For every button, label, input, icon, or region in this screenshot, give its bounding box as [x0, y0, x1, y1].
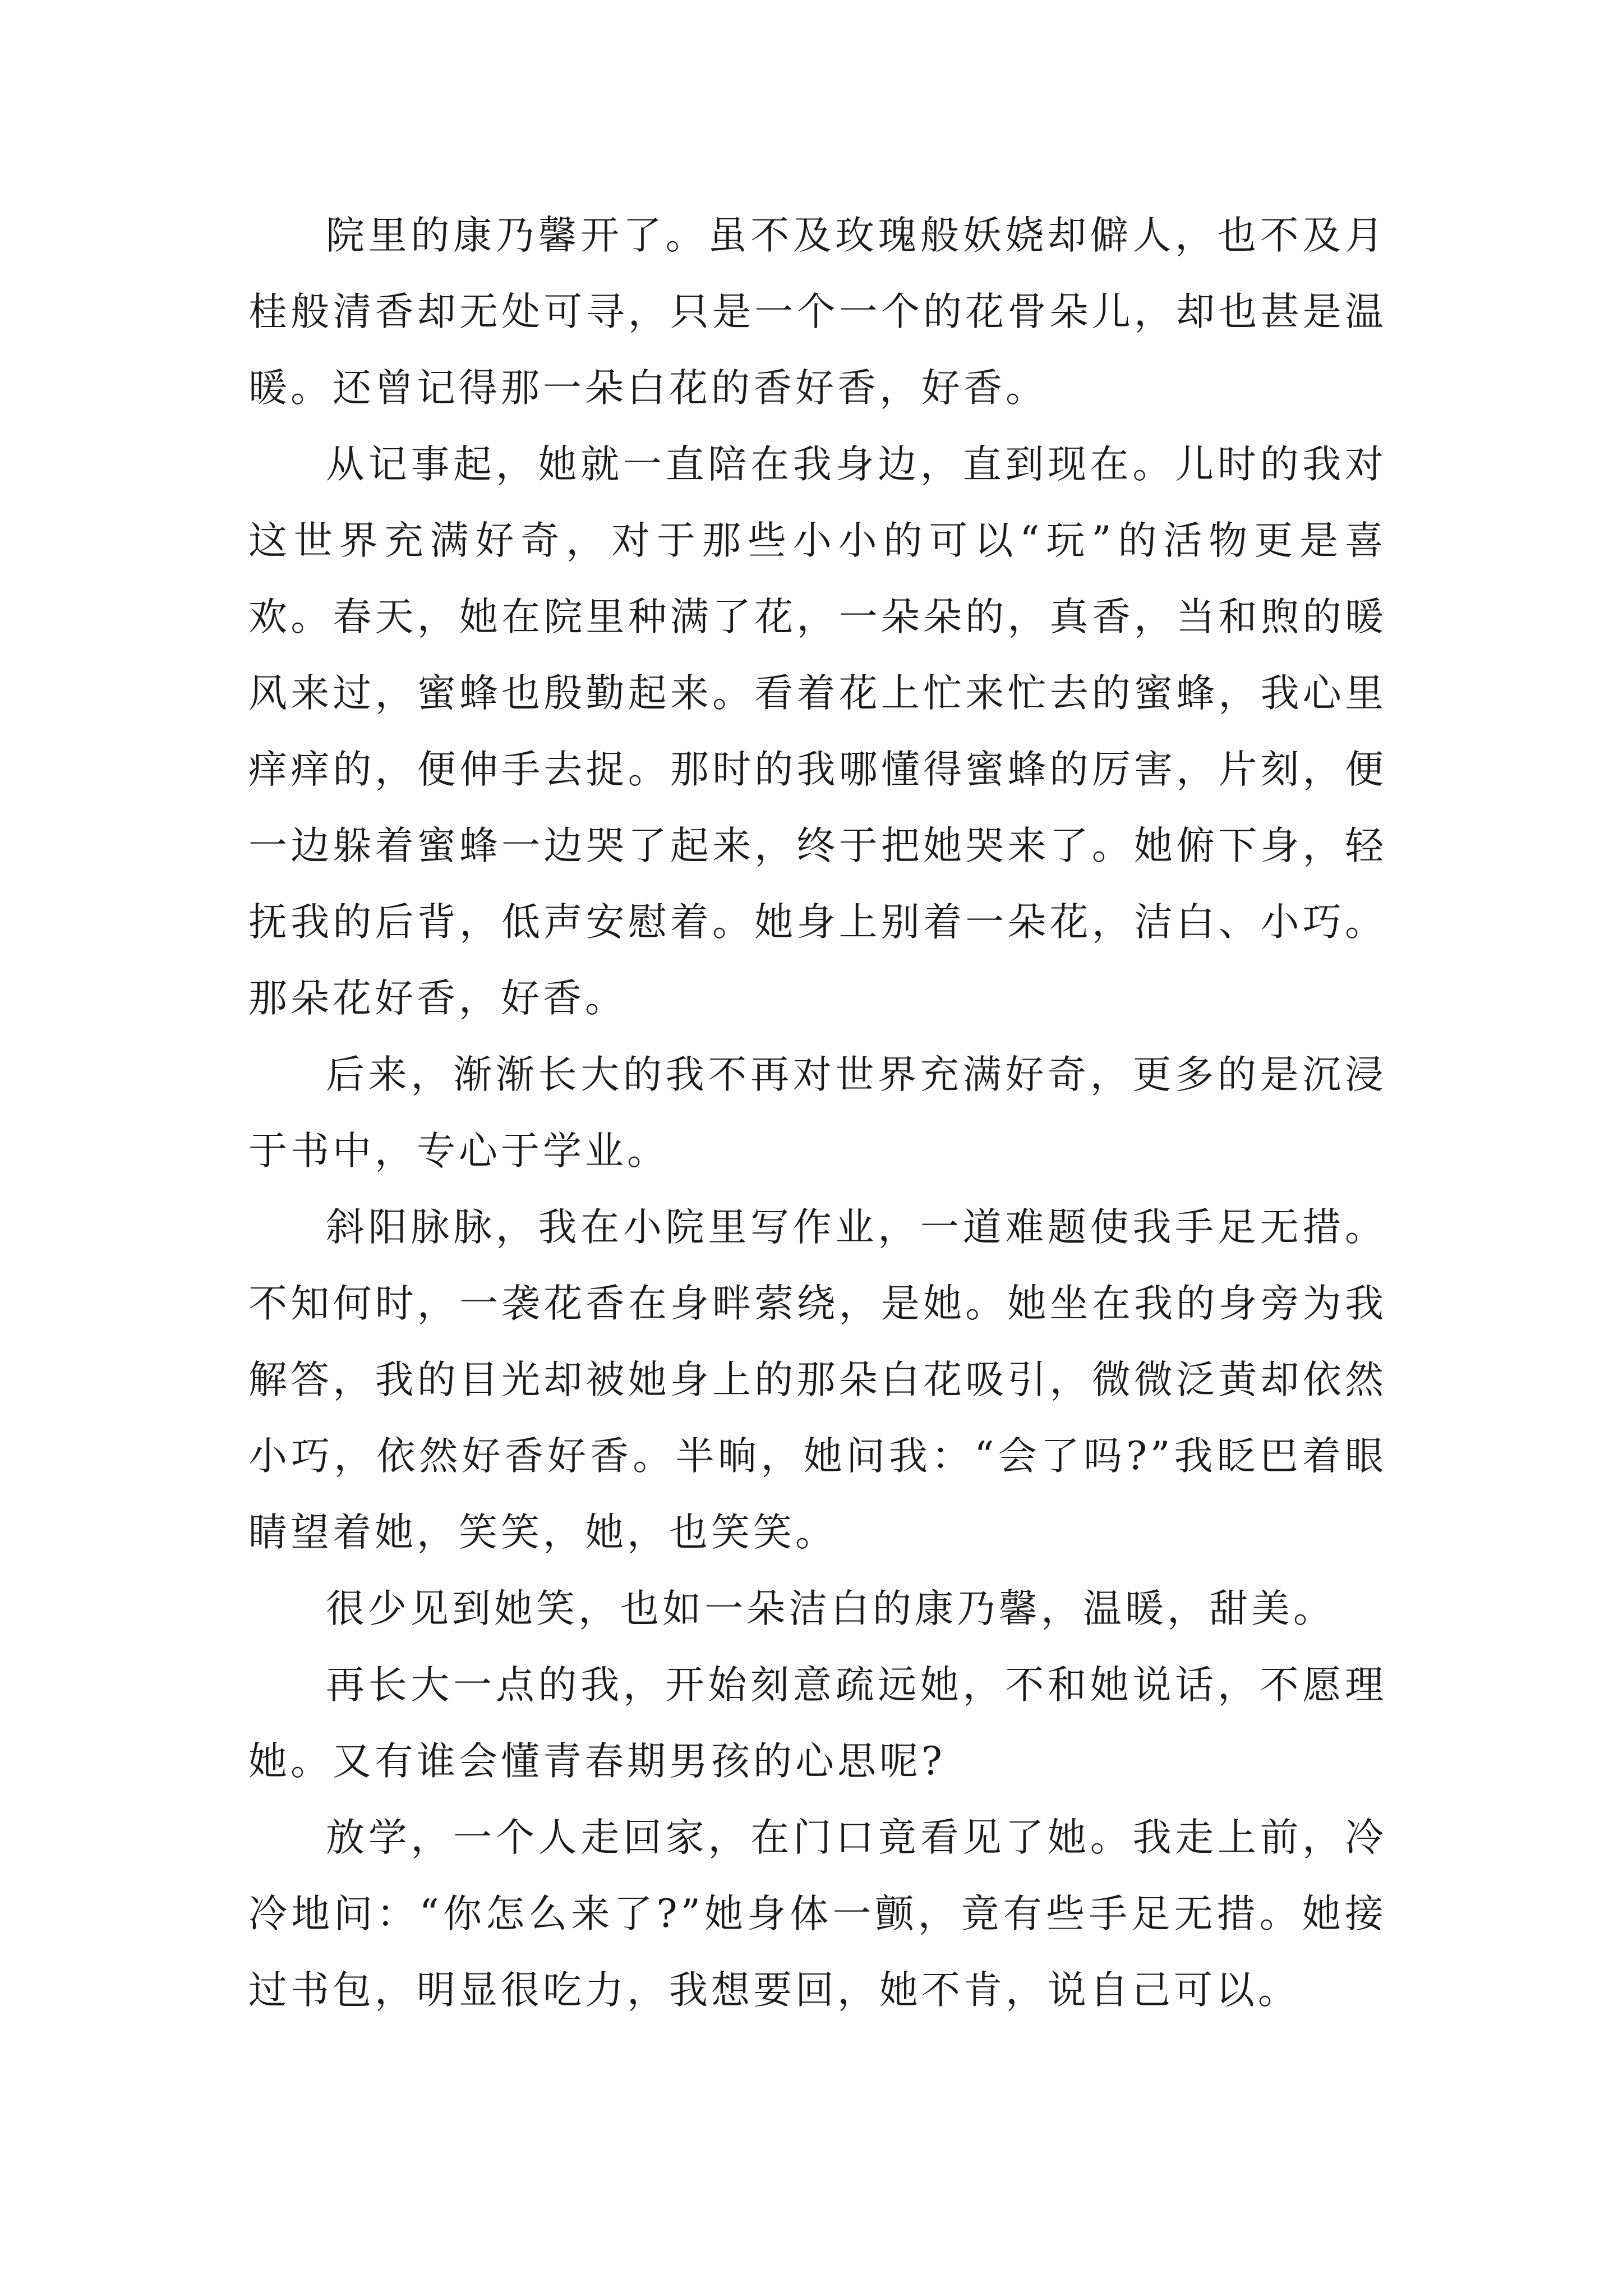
paragraph-2: 从记事起，她就一直陪在我身边，直到现在。儿时的我对这世界充满好奇，对于那些小小的可以“玩”的活物更是喜欢。春天，她在院里种满了花，一朵朵的，真香，当和煦的暖风来过，蜜蜂也殷勤起来。看着花上忙来忙去的蜜蜂，我心里痒痒的，便伸手去捉。那时的我哪懂得蜜蜂的厉害，片刻，便一边躲着蜜蜂一边哭了起来，终于把她哭来了。她俯下身，轻抚我的后背，低声安慰着。她身上别着一朵花，洁白、小巧。那朵花好香，好香。: [248, 442, 1387, 1021]
paragraph-5: 很少见到她笑，也如一朵洁白的康乃馨，温暖，甜美。: [326, 1586, 1335, 1631]
paragraph-6: 再长大一点的我，开始刻意疏远她，不和她说话，不愿理她。又有谁会懂青春期男孩的心思呢?: [248, 1663, 1387, 1784]
essay-body: [248, 197, 1387, 2028]
paragraph-4: 斜阳脉脉，我在小院里写作业，一道难题使我手足无措。不知何时，一袭花香在身畔萦绕，是她。她坐在我的身旁为我解答，我的目光却被她身上的那朵白花吸引，微微泛黄却依然小巧，依然好香好香。半晌，她问我：“会了吗?”我眨巴着眼睛望着她，笑笑，她，也笑笑。: [248, 1205, 1387, 1555]
paragraph-1: 院里的康乃馨开了。虽不及玫瑰般妖娆却僻人，也不及月桂般清香却无处可寻，只是一个一个的花骨朵儿，却也甚是温暖。还曾记得那一朵白花的香好香，好香。: [248, 213, 1387, 411]
paragraph-3: 后来，渐渐长大的我不再对世界充满好奇，更多的是沉浸于书中，专心于学业。: [248, 1052, 1387, 1174]
paragraph-7: 放学，一个人走回家，在门口竟看见了她。我走上前，冷冷地问：“你怎么来了?”她身体一颤，竟有些手足无措。她接过书包，明显很吃力，我想要回，她不肯，说自己可以。: [248, 1815, 1387, 2013]
